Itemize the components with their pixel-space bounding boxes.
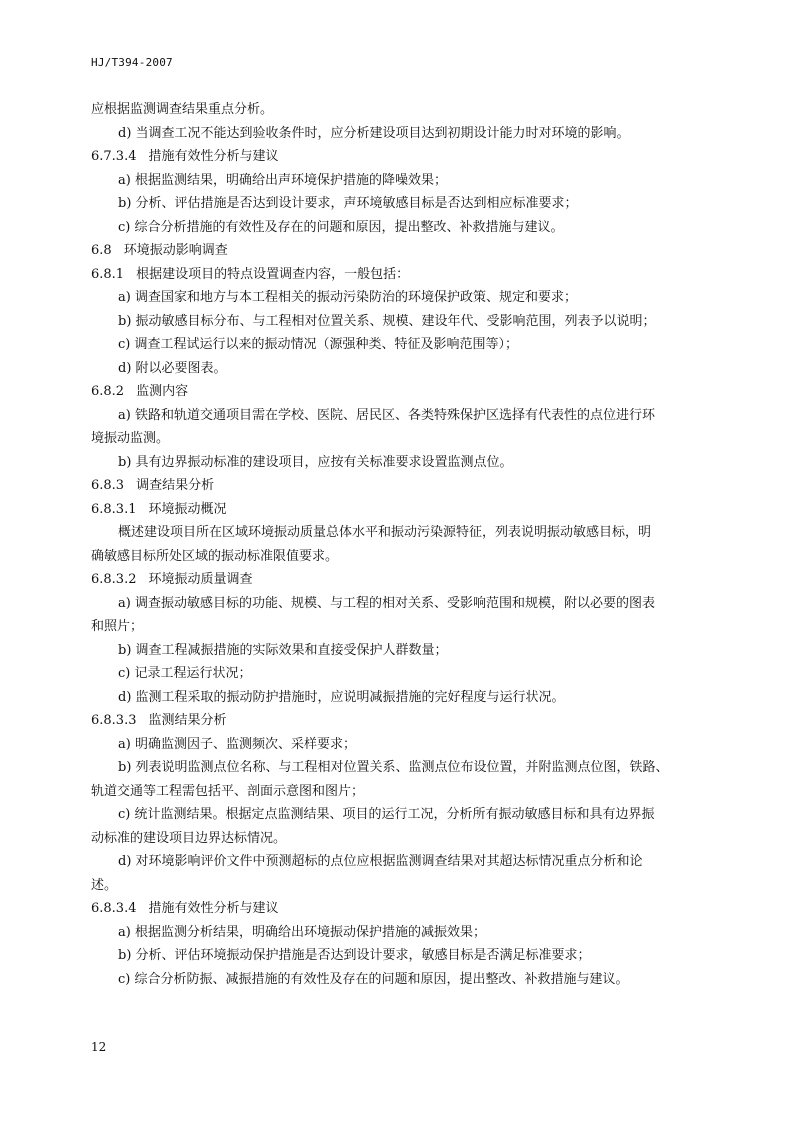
section-number: 6.8 <box>91 243 112 258</box>
section-title: 监测内容 <box>136 384 189 399</box>
section-number: 6.8.3.1 <box>91 501 137 517</box>
section-title: 环境振动影响调查 <box>123 243 228 258</box>
paragraph-line: d) 监测工程采取的振动防护措施时，应说明减振措施的完好程度与运行状况。 <box>118 689 565 705</box>
section-heading <box>91 145 703 169</box>
section-number: 6.8.3 <box>91 478 125 493</box>
section-title: 环境振动概况 <box>148 501 227 517</box>
paragraph-line: b) 分析、评估措施是否达到设计要求，声环境敏感目标是否达到相应标准要求； <box>118 196 578 211</box>
paragraph-line: 述。 <box>91 877 118 893</box>
section-heading <box>91 263 703 287</box>
page-number: 12 <box>91 1040 107 1054</box>
paragraph-line: 轨道交通等工程需包括平、剖面示意图和图片； <box>91 783 365 799</box>
paragraph-line: a) 根据监测结果，明确给出声环境保护措施的降噪效果； <box>118 172 447 188</box>
section-number: 6.8.2 <box>91 384 125 399</box>
paragraph-line: a) 调查国家和地方与本工程相关的振动污染防治的环境保护政策、规定和要求； <box>118 290 577 305</box>
section-heading <box>91 498 703 522</box>
section-title: 措施有效性分析与建议 <box>148 149 279 164</box>
section-number: 6.8.1 <box>91 266 125 282</box>
paragraph-line: b) 振动敏感目标分布、与工程相对位置关系、规模、建设年代、受影响范围，列表予以说明； <box>118 313 656 329</box>
section-title: 环境振动质量调查 <box>148 572 253 587</box>
paragraph-line: c) 统计监测结果。根据定点监测结果、项目的运行工况，分析所有振动敏感目标和具有边界振 <box>118 807 655 822</box>
section-number: 6.7.3.4 <box>91 149 137 164</box>
section-heading <box>91 380 703 404</box>
paragraph-line: c) 调查工程试运行以来的振动情况（源强种类、特征及影响范围等）； <box>118 337 518 352</box>
paragraph-line: c) 综合分析防振、减振措施的有效性及存在的问题和原因，提出整改、补救措施与建议。 <box>118 971 629 987</box>
paragraph-line: b) 列表说明监测点位名称、与工程相对位置关系、监测点位布设位置，并附监测点位图，铁路、 <box>118 760 669 775</box>
paragraph-line: a) 调查振动敏感目标的功能、规模、与工程的相对关系、受影响范围和规模，附以必要的图表 <box>118 595 655 611</box>
paragraph-line: d) 附以必要图表。 <box>118 360 227 376</box>
section-heading <box>91 239 703 263</box>
paragraph-line: 境振动监测。 <box>91 431 170 446</box>
paragraph-line: 概述建设项目所在区域环境振动质量总体水平和振动污染源特征，列表说明振动敏感目标，明 <box>118 525 652 540</box>
paragraph-line: b) 分析、评估环境振动保护措施是否达到设计要求，敏感目标是否满足标准要求； <box>118 948 591 963</box>
section-number: 6.8.3.3 <box>91 713 137 728</box>
paragraph-line: b) 具有边界振动标准的建设项目，应按有关标准要求设置监测点位。 <box>118 454 513 470</box>
section-title: 措施有效性分析与建议 <box>148 901 279 916</box>
paragraph-line: b) 调查工程减振措施的实际效果和直接受保护人群数量； <box>118 642 448 658</box>
paragraph-line: a) 铁路和轨道交通项目需在学校、医院、居民区、各类特殊保护区选择有代表性的点位进行环 <box>118 407 655 423</box>
section-title: 监测结果分析 <box>148 713 227 728</box>
paragraph-line: c) 综合分析措施的有效性及存在的问题和原因，提出整改、补救措施与建议。 <box>118 219 564 235</box>
section-title: 调查结果分析 <box>136 478 215 493</box>
paragraph-line: 和照片； <box>91 619 144 634</box>
section-heading <box>91 709 703 733</box>
document-body <box>91 98 703 991</box>
paragraph-line: d) 当调查工况不能达到验收条件时，应分析建设项目达到初期设计能力时对环境的影响。 <box>118 125 630 141</box>
paragraph-line: d) 对环境影响评价文件中预测超标的点位应根据监测调查结果对其超达标情况重点分析和论 <box>118 854 643 869</box>
paragraph-line: c) 记录工程运行状况； <box>118 666 252 681</box>
paragraph-line: a) 明确监测因子、监测频次、采样要求； <box>118 736 356 752</box>
section-heading <box>91 897 703 921</box>
paragraph-line: 动标准的建设项目边界达标情况。 <box>91 830 287 846</box>
paragraph-line: 应根据监测调查结果重点分析。 <box>91 102 274 117</box>
section-title: 根据建设项目的特点设置调查内容，一般包括： <box>136 266 410 282</box>
paragraph-line: a) 根据监测分析结果，明确给出环境振动保护措施的减振效果； <box>118 924 486 940</box>
section-number: 6.8.3.4 <box>91 901 137 916</box>
section-heading <box>91 568 703 592</box>
section-number: 6.8.3.2 <box>91 572 137 587</box>
paragraph-line: 确敏感目标所处区域的振动标准限值要求。 <box>91 548 339 564</box>
section-heading <box>91 474 703 498</box>
document-code: HJ/T394-2007 <box>91 56 173 69</box>
